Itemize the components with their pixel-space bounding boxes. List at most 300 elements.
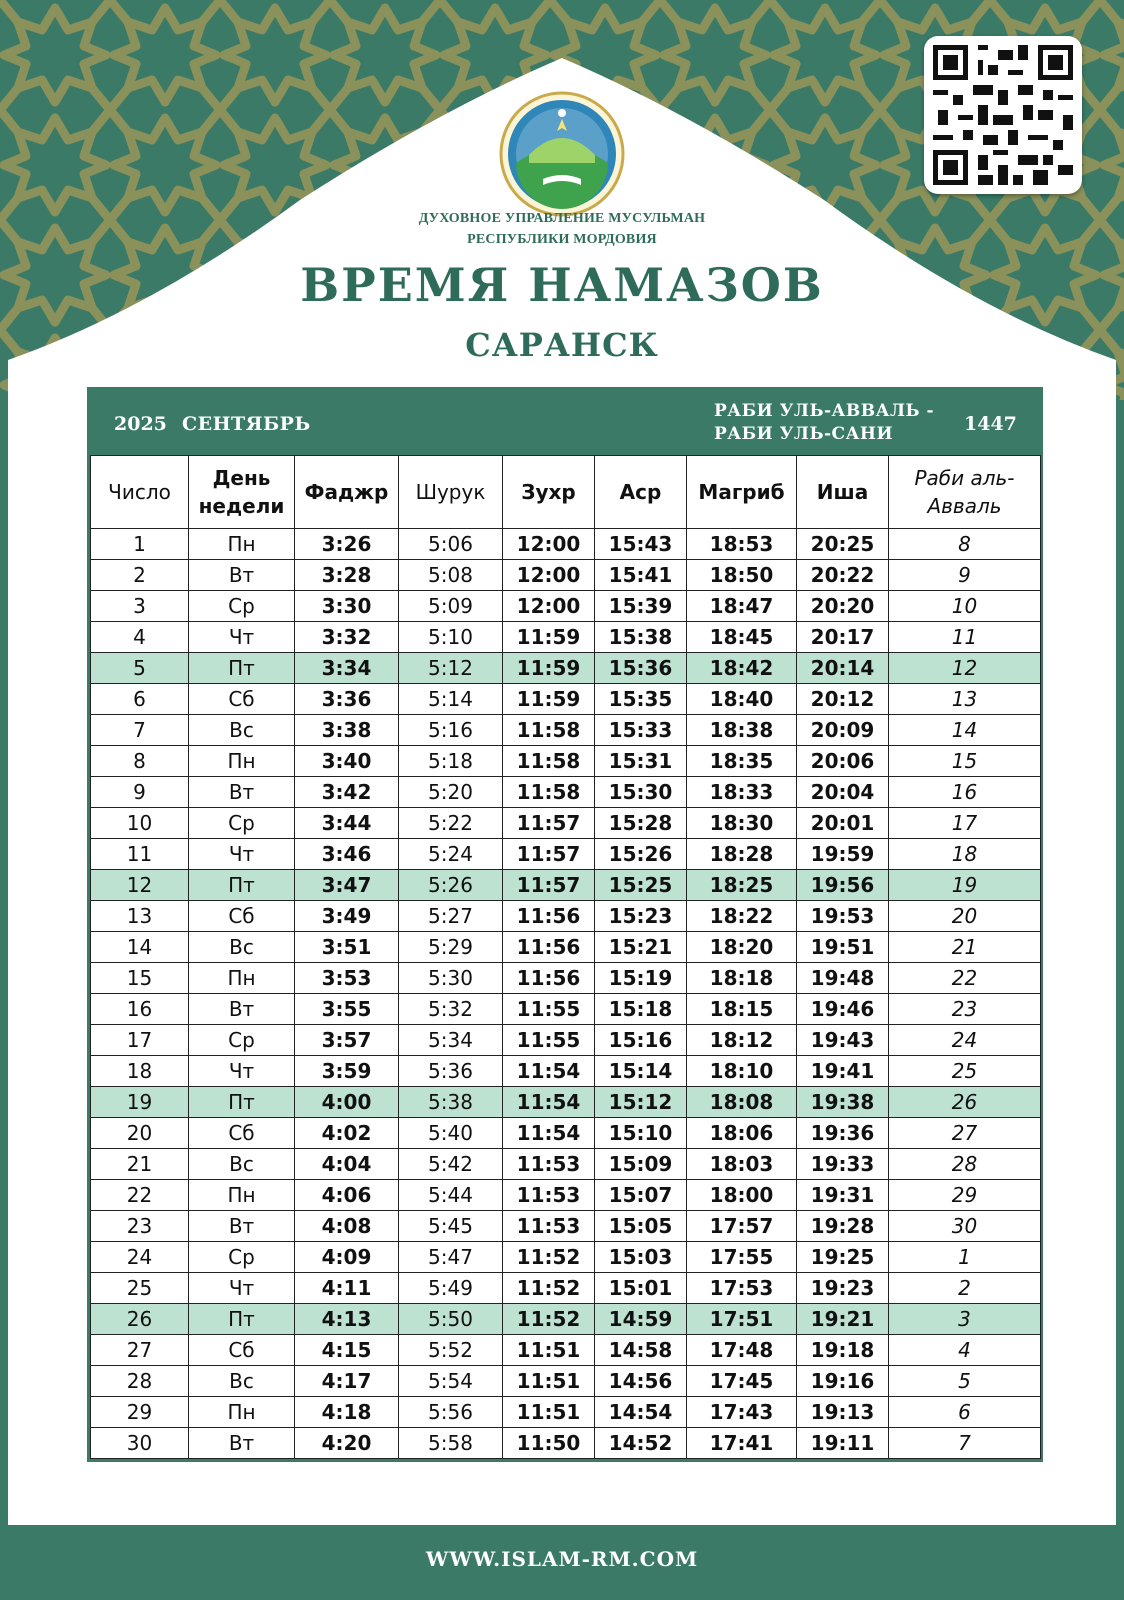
table-row (91, 1056, 1041, 1087)
cell-dhuhr: 11:51 (503, 1397, 595, 1428)
cell-isha: 19:56 (797, 870, 889, 901)
cell-hijri: 18 (889, 839, 1041, 870)
cell-isha: 19:41 (797, 1056, 889, 1087)
organization-name-line-1: ДУХОВНОЕ УПРАВЛЕНИЕ МУСУЛЬМАН (418, 211, 706, 226)
cell-sunrise: 5:50 (399, 1304, 503, 1335)
cell-fajr: 3:47 (295, 870, 399, 901)
cell-hijri: 5 (889, 1366, 1041, 1397)
cell-day: 5 (91, 653, 189, 684)
cell-hijri: 24 (889, 1025, 1041, 1056)
cell-asr: 15:03 (595, 1242, 687, 1273)
cell-sunrise: 5:44 (399, 1180, 503, 1211)
cell-weekday: Вс (189, 1149, 295, 1180)
cell-fajr: 4:17 (295, 1366, 399, 1397)
table-row (91, 1118, 1041, 1149)
cell-sunrise: 5:10 (399, 622, 503, 653)
table-row (91, 746, 1041, 777)
col-header-hijri-line-1: Раби аль- (914, 466, 1015, 490)
cell-sunrise: 5:45 (399, 1211, 503, 1242)
cell-hijri: 14 (889, 715, 1041, 746)
cell-maghrib: 18:47 (687, 591, 797, 622)
cell-isha: 19:43 (797, 1025, 889, 1056)
cell-isha: 19:21 (797, 1304, 889, 1335)
cell-day: 12 (91, 870, 189, 901)
cell-maghrib: 18:42 (687, 653, 797, 684)
cell-maghrib: 18:40 (687, 684, 797, 715)
cell-maghrib: 17:51 (687, 1304, 797, 1335)
cell-sunrise: 5:52 (399, 1335, 503, 1366)
cell-maghrib: 18:22 (687, 901, 797, 932)
city-name: САРАНСК (465, 326, 659, 364)
cell-dhuhr: 11:55 (503, 994, 595, 1025)
table-row (91, 932, 1041, 963)
cell-isha: 20:09 (797, 715, 889, 746)
cell-hijri: 25 (889, 1056, 1041, 1087)
cell-weekday: Пт (189, 870, 295, 901)
cell-maghrib: 17:53 (687, 1273, 797, 1304)
cell-day: 23 (91, 1211, 189, 1242)
cell-weekday: Пт (189, 1087, 295, 1118)
cell-isha: 20:14 (797, 653, 889, 684)
cell-isha: 20:22 (797, 560, 889, 591)
hijri-year-label: 1447 (964, 413, 1017, 435)
cell-asr: 15:19 (595, 963, 687, 994)
table-row (91, 1180, 1041, 1211)
cell-sunrise: 5:22 (399, 808, 503, 839)
cell-day: 10 (91, 808, 189, 839)
cell-asr: 14:52 (595, 1428, 687, 1459)
cell-hijri: 2 (889, 1273, 1041, 1304)
cell-fajr: 4:04 (295, 1149, 399, 1180)
cell-isha: 19:38 (797, 1087, 889, 1118)
table-banner (90, 390, 1040, 455)
col-header-weekday-line-2: недели (198, 494, 285, 518)
cell-weekday: Пн (189, 1397, 295, 1428)
cell-day: 8 (91, 746, 189, 777)
cell-dhuhr: 11:52 (503, 1242, 595, 1273)
table-row (91, 1211, 1041, 1242)
col-header-hijri (889, 456, 1041, 529)
cell-dhuhr: 11:53 (503, 1149, 595, 1180)
cell-asr: 15:25 (595, 870, 687, 901)
cell-weekday: Пн (189, 529, 295, 560)
schedule-table (90, 455, 1041, 1459)
cell-hijri: 13 (889, 684, 1041, 715)
table-row (91, 591, 1041, 622)
cell-asr: 15:10 (595, 1118, 687, 1149)
cell-weekday: Пн (189, 746, 295, 777)
cell-weekday: Ср (189, 1242, 295, 1273)
cell-dhuhr: 11:58 (503, 777, 595, 808)
cell-hijri: 16 (889, 777, 1041, 808)
organization-emblem-icon (499, 91, 625, 217)
cell-isha: 20:20 (797, 591, 889, 622)
cell-weekday: Чт (189, 622, 295, 653)
cell-maghrib: 17:48 (687, 1335, 797, 1366)
cell-hijri: 3 (889, 1304, 1041, 1335)
table-row (91, 1242, 1041, 1273)
cell-hijri: 11 (889, 622, 1041, 653)
cell-sunrise: 5:18 (399, 746, 503, 777)
cell-asr: 14:56 (595, 1366, 687, 1397)
cell-fajr: 4:20 (295, 1428, 399, 1459)
cell-weekday: Чт (189, 839, 295, 870)
cell-day: 17 (91, 1025, 189, 1056)
cell-asr: 15:18 (595, 994, 687, 1025)
cell-day: 3 (91, 591, 189, 622)
cell-fajr: 3:44 (295, 808, 399, 839)
cell-fajr: 3:34 (295, 653, 399, 684)
cell-maghrib: 18:50 (687, 560, 797, 591)
table-row (91, 529, 1041, 560)
cell-dhuhr: 11:54 (503, 1118, 595, 1149)
cell-maghrib: 17:43 (687, 1397, 797, 1428)
cell-dhuhr: 11:57 (503, 839, 595, 870)
cell-hijri: 9 (889, 560, 1041, 591)
prayer-times-table (87, 387, 1043, 1462)
cell-isha: 20:17 (797, 622, 889, 653)
hijri-month-line-1: РАБИ УЛЬ-АВВАЛЬ - (714, 401, 935, 421)
cell-sunrise: 5:47 (399, 1242, 503, 1273)
cell-day: 30 (91, 1428, 189, 1459)
cell-day: 22 (91, 1180, 189, 1211)
cell-asr: 15:39 (595, 591, 687, 622)
col-header-fajr: Фаджр (295, 456, 399, 529)
cell-fajr: 3:32 (295, 622, 399, 653)
cell-maghrib: 18:38 (687, 715, 797, 746)
table-row (91, 901, 1041, 932)
cell-fajr: 3:46 (295, 839, 399, 870)
table-row (91, 808, 1041, 839)
cell-day: 9 (91, 777, 189, 808)
cell-hijri: 7 (889, 1428, 1041, 1459)
cell-sunrise: 5:36 (399, 1056, 503, 1087)
cell-fajr: 3:26 (295, 529, 399, 560)
cell-sunrise: 5:54 (399, 1366, 503, 1397)
table-row (91, 1149, 1041, 1180)
cell-sunrise: 5:27 (399, 901, 503, 932)
cell-day: 28 (91, 1366, 189, 1397)
cell-day: 20 (91, 1118, 189, 1149)
cell-weekday: Вс (189, 1366, 295, 1397)
cell-fajr: 4:11 (295, 1273, 399, 1304)
cell-dhuhr: 11:57 (503, 870, 595, 901)
cell-fajr: 3:36 (295, 684, 399, 715)
table-row (91, 1366, 1041, 1397)
cell-isha: 19:16 (797, 1366, 889, 1397)
cell-maghrib: 18:15 (687, 994, 797, 1025)
cell-weekday: Вт (189, 1428, 295, 1459)
cell-isha: 19:31 (797, 1180, 889, 1211)
cell-asr: 15:31 (595, 746, 687, 777)
organization-name-line-2: РЕСПУБЛИКИ МОРДОВИЯ (467, 232, 657, 247)
col-header-weekday (189, 456, 295, 529)
cell-day: 7 (91, 715, 189, 746)
cell-asr: 14:58 (595, 1335, 687, 1366)
cell-day: 29 (91, 1397, 189, 1428)
cell-dhuhr: 11:51 (503, 1366, 595, 1397)
cell-isha: 19:59 (797, 839, 889, 870)
cell-day: 1 (91, 529, 189, 560)
cell-isha: 20:25 (797, 529, 889, 560)
cell-dhuhr: 11:53 (503, 1211, 595, 1242)
cell-maghrib: 18:33 (687, 777, 797, 808)
table-row (91, 1025, 1041, 1056)
cell-isha: 20:01 (797, 808, 889, 839)
cell-asr: 15:14 (595, 1056, 687, 1087)
cell-maghrib: 18:00 (687, 1180, 797, 1211)
cell-weekday: Сб (189, 684, 295, 715)
table-row (91, 994, 1041, 1025)
col-header-weekday-line-1: День (212, 466, 271, 490)
cell-maghrib: 18:28 (687, 839, 797, 870)
cell-asr: 15:07 (595, 1180, 687, 1211)
cell-hijri: 27 (889, 1118, 1041, 1149)
cell-weekday: Чт (189, 1056, 295, 1087)
cell-hijri: 15 (889, 746, 1041, 777)
table-row (91, 622, 1041, 653)
cell-asr: 15:05 (595, 1211, 687, 1242)
cell-fajr: 4:13 (295, 1304, 399, 1335)
col-header-day: Число (91, 456, 189, 529)
cell-weekday: Вс (189, 715, 295, 746)
cell-dhuhr: 11:52 (503, 1273, 595, 1304)
cell-isha: 19:25 (797, 1242, 889, 1273)
cell-hijri: 10 (889, 591, 1041, 622)
cell-weekday: Сб (189, 1335, 295, 1366)
cell-isha: 20:12 (797, 684, 889, 715)
cell-asr: 15:41 (595, 560, 687, 591)
cell-day: 19 (91, 1087, 189, 1118)
cell-asr: 15:35 (595, 684, 687, 715)
cell-sunrise: 5:30 (399, 963, 503, 994)
cell-day: 15 (91, 963, 189, 994)
table-row (91, 1397, 1041, 1428)
cell-sunrise: 5:34 (399, 1025, 503, 1056)
cell-fajr: 4:06 (295, 1180, 399, 1211)
cell-hijri: 23 (889, 994, 1041, 1025)
cell-weekday: Ср (189, 808, 295, 839)
table-row (91, 684, 1041, 715)
cell-maghrib: 17:41 (687, 1428, 797, 1459)
cell-hijri: 19 (889, 870, 1041, 901)
cell-dhuhr: 11:59 (503, 622, 595, 653)
cell-maghrib: 18:35 (687, 746, 797, 777)
cell-sunrise: 5:29 (399, 932, 503, 963)
table-row (91, 777, 1041, 808)
cell-weekday: Сб (189, 1118, 295, 1149)
cell-dhuhr: 11:53 (503, 1180, 595, 1211)
cell-isha: 19:18 (797, 1335, 889, 1366)
cell-day: 25 (91, 1273, 189, 1304)
cell-weekday: Вт (189, 994, 295, 1025)
cell-hijri: 28 (889, 1149, 1041, 1180)
cell-sunrise: 5:08 (399, 560, 503, 591)
table-row (91, 1335, 1041, 1366)
cell-isha: 20:04 (797, 777, 889, 808)
cell-hijri: 21 (889, 932, 1041, 963)
cell-hijri: 1 (889, 1242, 1041, 1273)
qr-code-icon (933, 45, 1073, 185)
column-header-row (91, 456, 1041, 529)
cell-asr: 15:16 (595, 1025, 687, 1056)
cell-asr: 14:54 (595, 1397, 687, 1428)
cell-fajr: 3:42 (295, 777, 399, 808)
cell-asr: 15:23 (595, 901, 687, 932)
table-row (91, 1428, 1041, 1459)
table-row (91, 839, 1041, 870)
month-label: СЕНТЯБРЬ (182, 413, 311, 435)
col-header-hijri-line-2: Авваль (927, 494, 1002, 518)
col-header-asr: Аср (595, 456, 687, 529)
cell-maghrib: 18:45 (687, 622, 797, 653)
cell-dhuhr: 11:56 (503, 932, 595, 963)
cell-isha: 19:13 (797, 1397, 889, 1428)
cell-sunrise: 5:49 (399, 1273, 503, 1304)
cell-day: 2 (91, 560, 189, 591)
cell-asr: 15:36 (595, 653, 687, 684)
cell-weekday: Пн (189, 1180, 295, 1211)
hijri-month-line-2: РАБИ УЛЬ-САНИ (714, 424, 894, 444)
cell-hijri: 4 (889, 1335, 1041, 1366)
cell-weekday: Чт (189, 1273, 295, 1304)
cell-weekday: Вт (189, 560, 295, 591)
cell-weekday: Вт (189, 1211, 295, 1242)
cell-asr: 15:26 (595, 839, 687, 870)
cell-sunrise: 5:38 (399, 1087, 503, 1118)
cell-fajr: 3:49 (295, 901, 399, 932)
cell-sunrise: 5:40 (399, 1118, 503, 1149)
col-header-maghrib: Магриб (687, 456, 797, 529)
cell-day: 11 (91, 839, 189, 870)
cell-asr: 15:01 (595, 1273, 687, 1304)
cell-asr: 15:28 (595, 808, 687, 839)
cell-hijri: 22 (889, 963, 1041, 994)
cell-asr: 15:09 (595, 1149, 687, 1180)
cell-isha: 19:46 (797, 994, 889, 1025)
cell-asr: 15:30 (595, 777, 687, 808)
hijri-months-label (714, 400, 934, 446)
cell-asr: 15:12 (595, 1087, 687, 1118)
cell-day: 24 (91, 1242, 189, 1273)
cell-sunrise: 5:20 (399, 777, 503, 808)
cell-fajr: 4:02 (295, 1118, 399, 1149)
cell-maghrib: 18:03 (687, 1149, 797, 1180)
page-title: ВРЕМЯ НАМАЗОВ (300, 258, 824, 312)
cell-dhuhr: 11:50 (503, 1428, 595, 1459)
cell-fajr: 4:08 (295, 1211, 399, 1242)
table-row (91, 1304, 1041, 1335)
cell-asr: 15:33 (595, 715, 687, 746)
cell-day: 21 (91, 1149, 189, 1180)
cell-hijri: 26 (889, 1087, 1041, 1118)
website-link[interactable]: WWW.ISLAM-RM.COM (425, 1547, 699, 1571)
cell-fajr: 3:53 (295, 963, 399, 994)
cell-maghrib: 18:30 (687, 808, 797, 839)
cell-fajr: 3:59 (295, 1056, 399, 1087)
cell-isha: 19:23 (797, 1273, 889, 1304)
table-row (91, 1273, 1041, 1304)
cell-hijri: 29 (889, 1180, 1041, 1211)
cell-maghrib: 18:18 (687, 963, 797, 994)
cell-hijri: 8 (889, 529, 1041, 560)
col-header-dhuhr: Зухр (503, 456, 595, 529)
cell-maghrib: 18:53 (687, 529, 797, 560)
cell-maghrib: 18:12 (687, 1025, 797, 1056)
cell-isha: 19:11 (797, 1428, 889, 1459)
cell-fajr: 3:28 (295, 560, 399, 591)
cell-fajr: 4:15 (295, 1335, 399, 1366)
cell-day: 13 (91, 901, 189, 932)
cell-weekday: Пт (189, 653, 295, 684)
cell-weekday: Ср (189, 1025, 295, 1056)
cell-isha: 19:36 (797, 1118, 889, 1149)
cell-maghrib: 17:57 (687, 1211, 797, 1242)
cell-maghrib: 18:10 (687, 1056, 797, 1087)
qr-code[interactable] (924, 36, 1082, 194)
cell-maghrib: 18:06 (687, 1118, 797, 1149)
cell-sunrise: 5:58 (399, 1428, 503, 1459)
cell-weekday: Пт (189, 1304, 295, 1335)
cell-fajr: 4:18 (295, 1397, 399, 1428)
cell-dhuhr: 12:00 (503, 591, 595, 622)
cell-day: 6 (91, 684, 189, 715)
cell-dhuhr: 11:51 (503, 1335, 595, 1366)
cell-fajr: 3:40 (295, 746, 399, 777)
cell-fajr: 3:57 (295, 1025, 399, 1056)
cell-asr: 14:59 (595, 1304, 687, 1335)
cell-day: 4 (91, 622, 189, 653)
table-row (91, 560, 1041, 591)
cell-sunrise: 5:42 (399, 1149, 503, 1180)
cell-hijri: 20 (889, 901, 1041, 932)
cell-dhuhr: 12:00 (503, 560, 595, 591)
cell-isha: 20:06 (797, 746, 889, 777)
cell-asr: 15:21 (595, 932, 687, 963)
cell-asr: 15:38 (595, 622, 687, 653)
col-header-sunrise: Шурук (399, 456, 503, 529)
cell-day: 16 (91, 994, 189, 1025)
cell-maghrib: 17:55 (687, 1242, 797, 1273)
year-label: 2025 (114, 413, 167, 435)
cell-sunrise: 5:16 (399, 715, 503, 746)
cell-maghrib: 18:20 (687, 932, 797, 963)
cell-sunrise: 5:26 (399, 870, 503, 901)
cell-sunrise: 5:14 (399, 684, 503, 715)
cell-fajr: 4:00 (295, 1087, 399, 1118)
cell-weekday: Вс (189, 932, 295, 963)
cell-maghrib: 18:08 (687, 1087, 797, 1118)
cell-day: 26 (91, 1304, 189, 1335)
cell-day: 27 (91, 1335, 189, 1366)
cell-sunrise: 5:06 (399, 529, 503, 560)
table-row (91, 653, 1041, 684)
cell-isha: 19:28 (797, 1211, 889, 1242)
cell-day: 18 (91, 1056, 189, 1087)
cell-sunrise: 5:12 (399, 653, 503, 684)
cell-hijri: 30 (889, 1211, 1041, 1242)
cell-weekday: Пн (189, 963, 295, 994)
cell-sunrise: 5:09 (399, 591, 503, 622)
cell-fajr: 3:38 (295, 715, 399, 746)
cell-dhuhr: 11:57 (503, 808, 595, 839)
cell-weekday: Вт (189, 777, 295, 808)
cell-dhuhr: 11:54 (503, 1087, 595, 1118)
cell-fajr: 3:30 (295, 591, 399, 622)
cell-dhuhr: 11:59 (503, 684, 595, 715)
cell-fajr: 3:51 (295, 932, 399, 963)
cell-hijri: 17 (889, 808, 1041, 839)
